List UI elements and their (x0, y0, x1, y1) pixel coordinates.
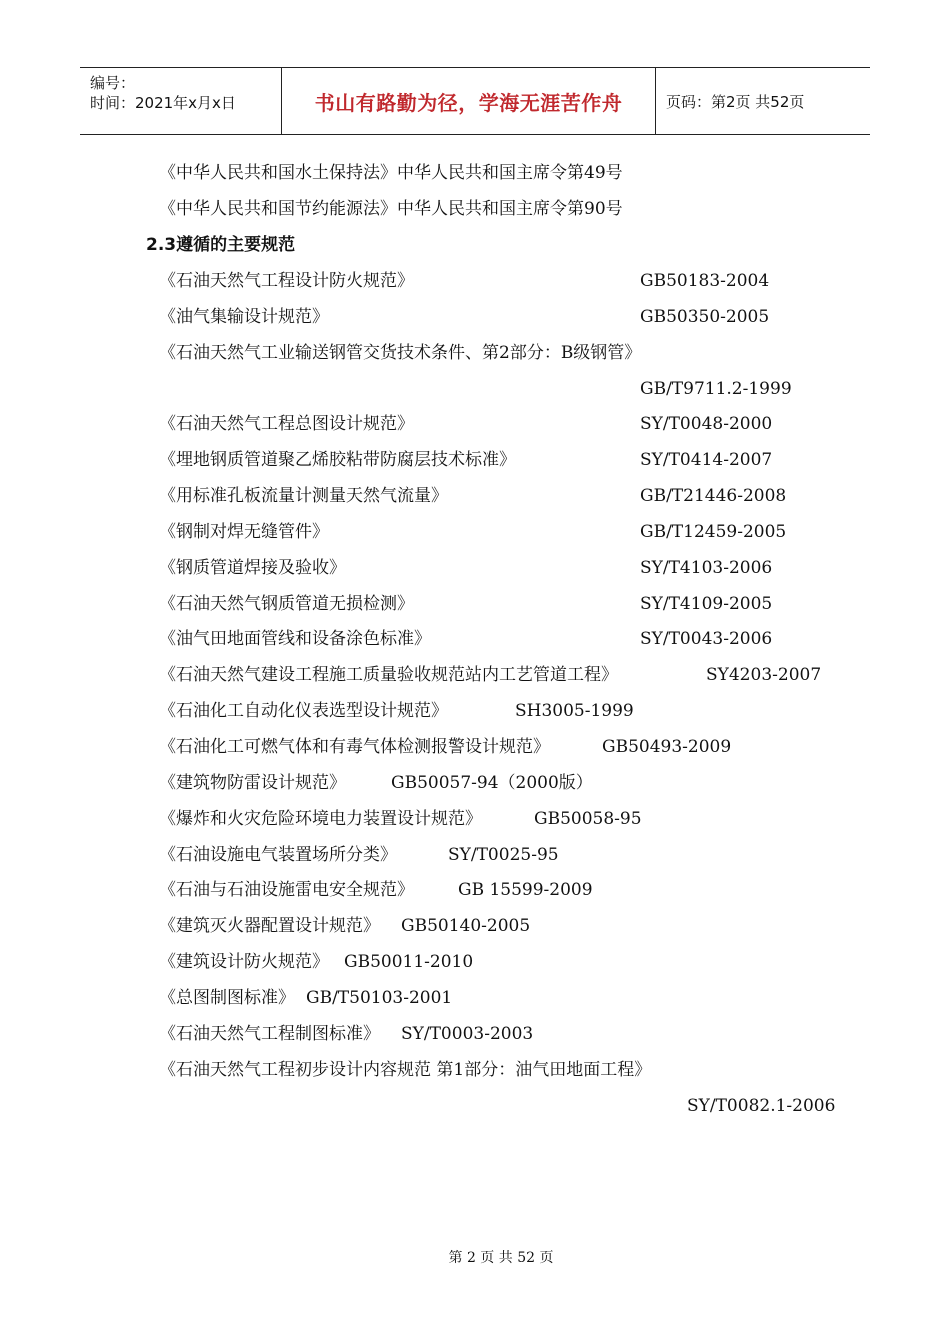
header-motto: 书山有路勤为径，学海无涯苦作舟 (314, 90, 623, 115)
standard-code: GB/T9711.2-1999 (640, 379, 792, 399)
standard-title: 《总图制图标准》 (159, 988, 295, 1008)
standard-code: GB/T50103-2001 (306, 988, 453, 1008)
standard-title: 《油气集输设计规范》 (159, 307, 329, 327)
standard-title: 《钢质管道焊接及验收》 (159, 558, 346, 578)
standard-code: SY/T0043-2006 (640, 629, 773, 649)
standard-code: SY/T0025-95 (448, 845, 559, 865)
standard-code: SY4203-2007 (706, 665, 822, 685)
header-page-info-cell (656, 68, 870, 134)
standard-code: SH3005-1999 (515, 701, 634, 721)
page-header (80, 67, 870, 135)
standard-title: 《石油天然气工程设计防火规范》 (159, 271, 414, 291)
standard-code: SY/T0082.1-2006 (687, 1096, 836, 1116)
standard-code: SY/T0414-2007 (640, 450, 773, 470)
standard-code: SY/T0003-2003 (401, 1024, 534, 1044)
standard-title: 《石油天然气工程初步设计内容规范 第1部分：油气田地面工程》 (159, 1060, 652, 1080)
header-page-info: 页码：第2页 共52页 (666, 92, 805, 111)
standard-title: 《石油天然气建设工程施工质量验收规范站内工艺管道工程》 (159, 665, 618, 685)
standard-title: 《建筑灭火器配置设计规范》 (159, 916, 380, 936)
document-number-label: 编号： (90, 74, 136, 92)
header-meta (80, 68, 282, 134)
standard-code: GB50058-95 (534, 809, 642, 829)
standard-title: 《石油天然气钢质管道无损检测》 (159, 594, 414, 614)
standard-title: 《建筑物防雷设计规范》 (159, 773, 346, 793)
law-line: 《中华人民共和国节约能源法》中华人民共和国主席令第90号 (159, 199, 623, 219)
standard-title: 《建筑设计防火规范》 (159, 952, 329, 972)
standard-title: 《石油化工可燃气体和有毒气体检测报警设计规范》 (159, 737, 550, 757)
standard-code: GB/T21446-2008 (640, 486, 787, 506)
standard-title: 《钢制对焊无缝管件》 (159, 522, 329, 542)
standard-code: GB50011-2010 (344, 952, 474, 972)
standard-code: GB 15599-2009 (458, 880, 593, 900)
header-motto-cell (282, 68, 656, 134)
standard-code: GB50183-2004 (640, 271, 770, 291)
standard-title: 《石油天然气工程制图标准》 (159, 1024, 380, 1044)
section-heading: 2.3遵循的主要规范 (146, 235, 296, 255)
standard-title: 《石油化工自动化仪表选型设计规范》 (159, 701, 448, 721)
standard-title: 《埋地钢质管道聚乙烯胶粘带防腐层技术标准》 (159, 450, 516, 470)
standard-code: GB50493-2009 (602, 737, 732, 757)
page-footer: 第 2 页 共 52 页 (448, 1250, 554, 1266)
standard-title: 《用标准孔板流量计测量天然气流量》 (159, 486, 448, 506)
standard-title: 《爆炸和火灾危险环境电力装置设计规范》 (159, 809, 482, 829)
standard-code: SY/T0048-2000 (640, 414, 773, 434)
standard-code: GB50350-2005 (640, 307, 770, 327)
standard-title: 《石油天然气工业输送钢管交货技术条件、第2部分：B级钢管》 (159, 343, 642, 363)
standard-title: 《石油与石油设施雷电安全规范》 (159, 880, 414, 900)
document-date: 时间：2021年x月x日 (90, 94, 236, 112)
standard-code: GB/T12459-2005 (640, 522, 787, 542)
standard-title: 《油气田地面管线和设备涂色标准》 (159, 629, 431, 649)
standard-code: SY/T4109-2005 (640, 594, 773, 614)
standard-code: GB50057-94（2000版） (391, 773, 593, 793)
standard-title: 《石油天然气工程总图设计规范》 (159, 414, 414, 434)
law-line: 《中华人民共和国水土保持法》中华人民共和国主席令第49号 (159, 163, 623, 183)
standard-code: SY/T4103-2006 (640, 558, 773, 578)
standard-title: 《石油设施电气装置场所分类》 (159, 845, 397, 865)
standard-code: GB50140-2005 (401, 916, 531, 936)
